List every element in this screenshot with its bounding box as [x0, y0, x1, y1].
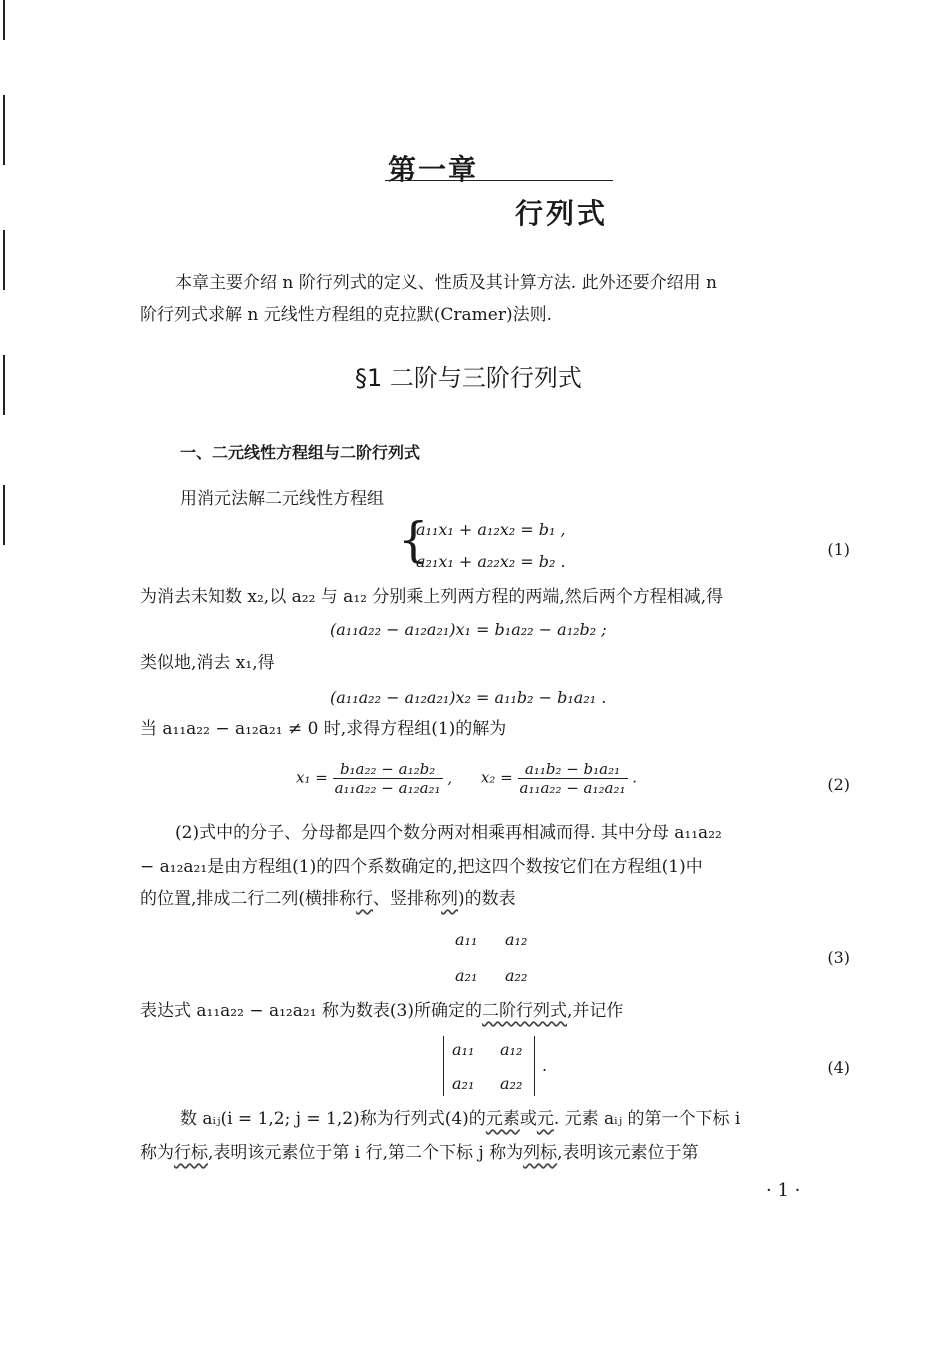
equation-number: (3): [827, 948, 850, 967]
determinant-end: .: [542, 1056, 548, 1075]
term-element: 元素: [485, 1109, 520, 1129]
scan-edge-mark: [3, 355, 5, 415]
text: . 元素 aᵢⱼ 的第一个下标 i: [553, 1109, 741, 1129]
term-row: 行: [356, 889, 374, 909]
text: 数 aᵢⱼ(i = 1,2; j = 1,2)称为行列式(4)的: [180, 1109, 486, 1129]
section-title: §1 二阶与三阶行列式: [355, 364, 582, 392]
intro-line-1: 本章主要介绍 n 阶行列式的定义、性质及其计算方法. 此外还要介绍用 n: [175, 273, 717, 293]
fraction-denominator: a₁₁a₂₂ − a₁₂a₂₁: [334, 779, 441, 797]
text: 称为: [140, 1143, 174, 1163]
text: ,表明该元素位于第 i 行,第二个下标 j 称为: [208, 1143, 524, 1163]
determinant-left-bar: [443, 1036, 444, 1096]
paragraph: [180, 1102, 740, 1136]
paragraph: 用消元法解二元线性方程组: [180, 489, 384, 509]
intro-line-2: 阶行列式求解 n 元线性方程组的克拉默(Cramer)法则.: [140, 305, 553, 325]
table-entry: a₁₂: [505, 930, 528, 949]
paragraph: − a₁₂a₂₁是由方程组(1)的四个系数确定的,把这四个数按它们在方程组(1)中: [140, 857, 703, 877]
scan-edge-mark: [3, 230, 5, 290]
left-brace: {: [398, 512, 429, 568]
equation-number: (2): [827, 775, 850, 794]
subsection-title: 一、二元线性方程组与二阶行列式: [180, 443, 421, 462]
equation: (a₁₁a₂₂ − a₁₂a₂₁)x₁ = b₁a₂₂ − a₁₂b₂ ;: [330, 620, 607, 639]
chapter-title: 行列式: [515, 197, 609, 230]
determinant-entry: a₂₂: [500, 1074, 523, 1093]
paragraph: [140, 1136, 699, 1170]
paragraph: [140, 882, 516, 916]
equation: (a₁₁a₂₂ − a₁₂a₂₁)x₂ = a₁₁b₂ − b₁a₂₁ .: [330, 688, 607, 707]
fraction-numerator: a₁₁b₂ − b₁a₂₁: [518, 760, 628, 779]
fraction-numerator: b₁a₂₂ − a₁₂b₂: [333, 760, 443, 779]
equation-end: .: [632, 768, 638, 787]
paragraph: 为消去未知数 x₂,以 a₂₂ 与 a₁₂ 分别乘上列两方程的两端,然后两个方程相减,得: [140, 587, 724, 607]
scan-edge-mark: [3, 0, 5, 40]
equation-2: [296, 760, 637, 797]
equation-line: a₁₁x₁ + a₁₂x₂ = b₁ ,: [416, 520, 566, 539]
equation-number: (4): [827, 1058, 850, 1077]
determinant-entry: a₁₁: [452, 1040, 475, 1059]
table-entry: a₁₁: [455, 930, 478, 949]
determinant-right-bar: [534, 1036, 535, 1096]
table-entry: a₂₁: [455, 966, 478, 985]
text: )的数表: [458, 889, 516, 909]
text: ,并记作: [567, 1001, 624, 1021]
chapter-rule: [385, 180, 613, 181]
text: 、竖排称: [373, 889, 442, 909]
scan-edge-mark: [3, 95, 5, 165]
text: ,表明该元素位于第: [557, 1143, 699, 1163]
chapter-number: 第一章: [388, 153, 479, 186]
text: 的位置,排成二行二列(横排称: [140, 889, 357, 909]
page-number: · 1 ·: [766, 1180, 801, 1201]
paragraph: (2)式中的分子、分母都是四个数分两对相乘再相减而得. 其中分母 a₁₁a₂₂: [175, 823, 722, 843]
paragraph: 类似地,消去 x₁,得: [140, 653, 275, 673]
determinant-entry: a₂₁: [452, 1074, 475, 1093]
table-entry: a₂₂: [505, 966, 528, 985]
equation-number: (1): [827, 540, 850, 559]
separator: ,: [447, 768, 453, 787]
fraction-denominator: a₁₁a₂₂ − a₁₂a₂₁: [519, 779, 626, 797]
fraction: [518, 760, 628, 797]
equation-lhs: x₁ =: [296, 768, 328, 787]
fraction: [333, 760, 443, 797]
paragraph: 当 a₁₁a₂₂ − a₁₂a₂₁ ≠ 0 时,求得方程组(1)的解为: [140, 719, 507, 739]
scan-edge-mark: [3, 485, 5, 545]
term-entry: 元: [536, 1109, 554, 1129]
term-column-index: 列标: [523, 1143, 558, 1163]
term-row-index: 行标: [174, 1143, 208, 1163]
term-column: 列: [441, 889, 459, 909]
text: 或: [519, 1109, 537, 1129]
text: 表达式 a₁₁a₂₂ − a₁₂a₂₁ 称为数表(3)所确定的: [140, 1001, 482, 1021]
equation-lhs: x₂ =: [480, 768, 513, 787]
paragraph: [140, 994, 623, 1028]
term-second-order-determinant: 二阶行列式: [482, 1001, 567, 1021]
determinant-entry: a₁₂: [500, 1040, 523, 1059]
equation-line: a₂₁x₁ + a₂₂x₂ = b₂ .: [416, 552, 566, 571]
